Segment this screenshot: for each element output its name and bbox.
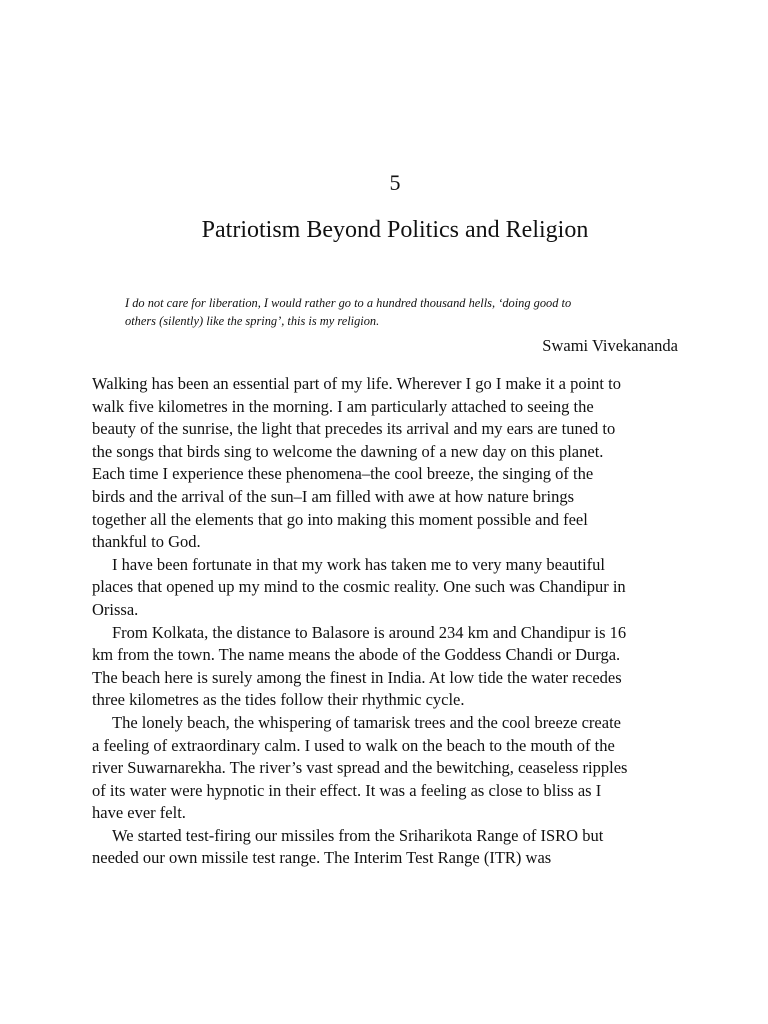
paragraph	[92, 825, 697, 870]
text-line: Each time I experience these phenomena–the cool breeze, the singing of the	[92, 464, 594, 484]
text-line: needed our own missile test range. The Interim Test Range (ITR) was	[92, 848, 552, 868]
text-line: the songs that birds sing to welcome the dawning of a new day on this planet.	[92, 441, 604, 461]
text-line: three kilometres as the tides follow their rhythmic cycle.	[92, 690, 465, 710]
text-line: We started test-firing our missiles from the Sriharikota Range of ISRO but	[112, 825, 604, 845]
text-line: river Suwarnarekha. The river’s vast spread and the bewitching, ceaseless ripples	[92, 758, 628, 778]
paragraph	[92, 554, 697, 622]
text-line: From Kolkata, the distance to Balasore is around 234 km and Chandipur is 16	[112, 622, 627, 642]
paragraph	[92, 622, 697, 712]
text-line: The beach here is surely among the finest in India. At low tide the water recedes	[92, 667, 622, 687]
text-line: Orissa.	[92, 599, 139, 619]
text-line: beauty of the sunrise, the light that precedes its arrival and my ears are tuned to	[92, 419, 616, 439]
epigraph-author: Swami Vivekananda	[542, 336, 678, 355]
epigraph-quote	[125, 294, 685, 330]
text-line: Walking has been an essential part of my life. Wherever I go I make it a point to	[92, 374, 621, 393]
chapter-number: 5	[389, 170, 401, 195]
text-line: km from the town. The name means the abode of the Goddess Chandi or Durga.	[92, 645, 621, 665]
text-line: thankful to God.	[92, 532, 201, 552]
text-line: birds and the arrival of the sun–I am filled with awe at how nature brings	[92, 486, 575, 506]
text-line: a feeling of extraordinary calm. I used to walk on the beach to the mouth of the	[92, 735, 615, 755]
chapter-body	[92, 373, 697, 870]
paragraph	[92, 373, 697, 554]
text-line: together all the elements that go into making this moment possible and feel	[92, 509, 588, 529]
epigraph-line: others (silently) like the spring’, this is my religion.	[125, 314, 380, 328]
text-line: have ever felt.	[92, 803, 186, 823]
text-line: of its water were hypnotic in their effect. It was a feeling as close to bliss as I	[92, 780, 602, 800]
chapter-title: Patriotism Beyond Politics and Religion	[201, 217, 589, 243]
epigraph-line: I do not care for liberation, I would rather go to a hundred thousand hells, ‘doing good to	[125, 296, 572, 310]
text-line: walk five kilometres in the morning. I am particularly attached to seeing the	[92, 396, 594, 416]
paragraph	[92, 712, 697, 825]
text-line: I have been fortunate in that my work has taken me to very many beautiful	[112, 554, 606, 574]
text-line: places that opened up my mind to the cosmic reality. One such was Chandipur in	[92, 577, 626, 597]
text-line: The lonely beach, the whispering of tamarisk trees and the cool breeze create	[112, 712, 621, 732]
